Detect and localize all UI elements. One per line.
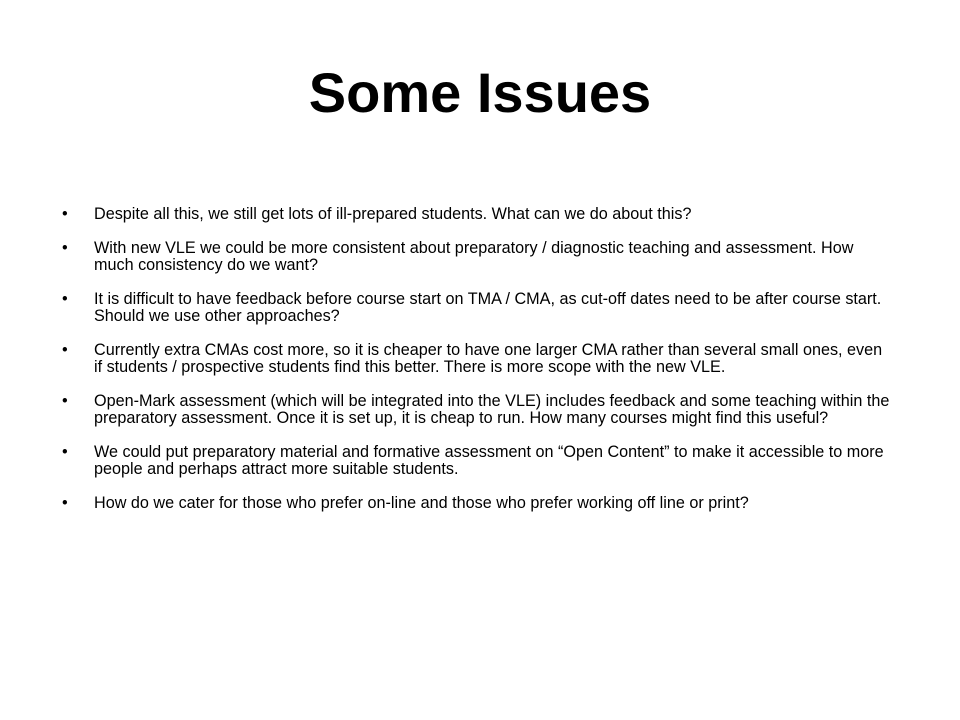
bullet-icon: • [62, 289, 68, 308]
bullet-text: We could put preparatory material and formative assessment on “Open Content” to make it accessible to more people and perhaps attract more suitable students. [94, 442, 884, 478]
slide-title: Some Issues [308, 61, 652, 124]
bullet-icon: • [62, 205, 68, 223]
bullet-text: How do we cater for those who prefer on-line and those who prefer working off line or print? [94, 493, 749, 512]
bullet-icon: • [62, 238, 68, 257]
bullet-item [60, 342, 890, 377]
bullet-text: Currently extra CMAs cost more, so it is cheaper to have one larger CMA rather than several small ones, even if students / prospective students find this better. There is more scope with the new VLE. [94, 340, 883, 376]
bullet-item [60, 495, 890, 513]
bullet-text: Despite all this, we still get lots of ill-prepared students. What can we do about this? [94, 205, 692, 223]
bullet-item [60, 291, 890, 326]
bullet-text: It is difficult to have feedback before course start on TMA / CMA, as cut-off dates need to be after course start. Should we use other approaches? [94, 289, 882, 325]
bullet-icon: • [62, 493, 68, 512]
bullet-icon: • [62, 340, 68, 359]
bullet-text: Open-Mark assessment (which will be integrated into the VLE) includes feedback and some teaching within the preparatory assessment. Once it is set up, it is cheap to run. How many courses might find this useful? [94, 391, 890, 427]
bullet-item [60, 393, 890, 428]
bullet-text: With new VLE we could be more consistent about preparatory / diagnostic teaching and assessment. How much consistency do we want? [94, 238, 854, 274]
bullet-icon: • [62, 391, 68, 410]
bullet-item [60, 240, 890, 275]
bullet-list [60, 206, 890, 528]
bullet-item [60, 444, 890, 479]
bullet-item [60, 206, 890, 224]
bullet-icon: • [62, 442, 68, 461]
